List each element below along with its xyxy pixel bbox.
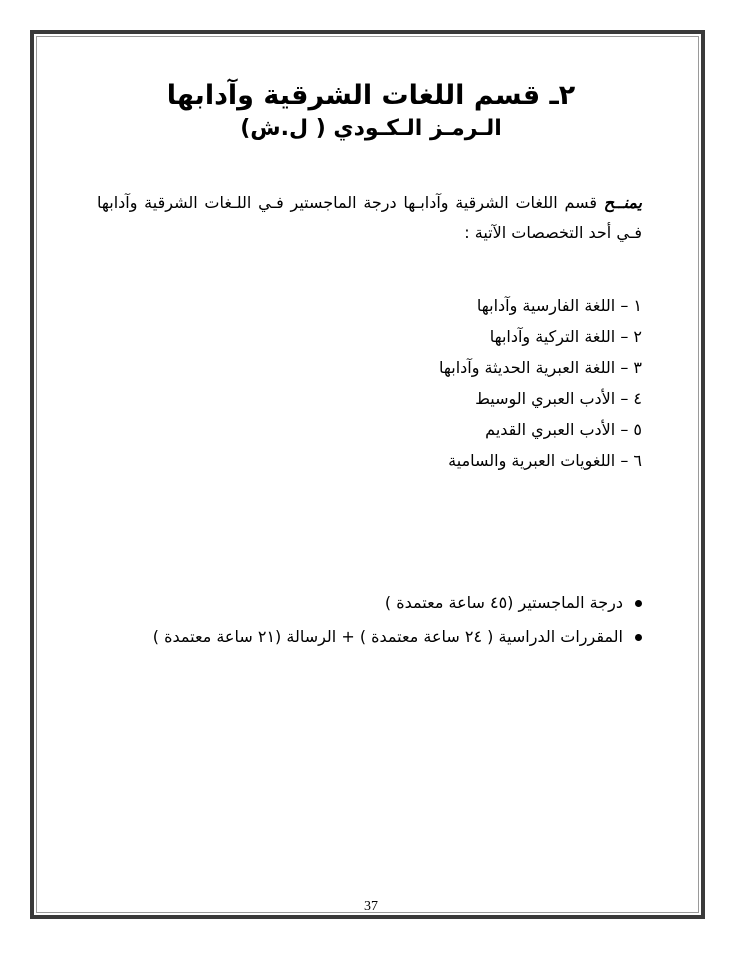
department-code: الـرمـز الـكـودي ( ل.ش) xyxy=(240,116,502,141)
credit-hours-list xyxy=(153,586,642,654)
page-number: 37 xyxy=(364,899,378,914)
list-item: ٢ – اللغة التركية وآدابها xyxy=(489,327,642,346)
page-title: ٢ـ قسم اللغات الشرقية وآدابها xyxy=(166,80,576,111)
bullet-icon xyxy=(635,600,642,607)
list-item: ٤ – الأدب العبري الوسيط xyxy=(475,389,642,408)
intro-text: قسم اللغات الشرقية وآدابـها درجة الماجستير فـي اللـغات الشرقية وآدابها فـي أحد التخصصات الآتية : xyxy=(97,193,642,242)
bullet-text: المقررات الدراسية ( ٢٤ ساعة معتمدة ) + الرسالة (٢١ ساعة معتمدة ) xyxy=(152,627,623,646)
list-item xyxy=(153,620,642,654)
list-item: ١ – اللغة الفارسية وآدابها xyxy=(476,296,642,315)
specializations-list xyxy=(439,290,642,476)
list-item: ٥ – الأدب العبري القديم xyxy=(485,420,642,439)
intro-lead-word: يمنــح xyxy=(603,193,642,212)
list-item: ٦ – اللغويات العبرية والسامية xyxy=(448,451,642,470)
list-item: ٣ – اللغة العبرية الحديثة وآدابها xyxy=(438,358,642,377)
bullet-icon xyxy=(635,634,642,641)
bullet-text: درجة الماجستير (٤٥ ساعة معتمدة ) xyxy=(384,593,623,612)
list-item xyxy=(153,586,642,620)
intro-paragraph xyxy=(97,188,642,248)
